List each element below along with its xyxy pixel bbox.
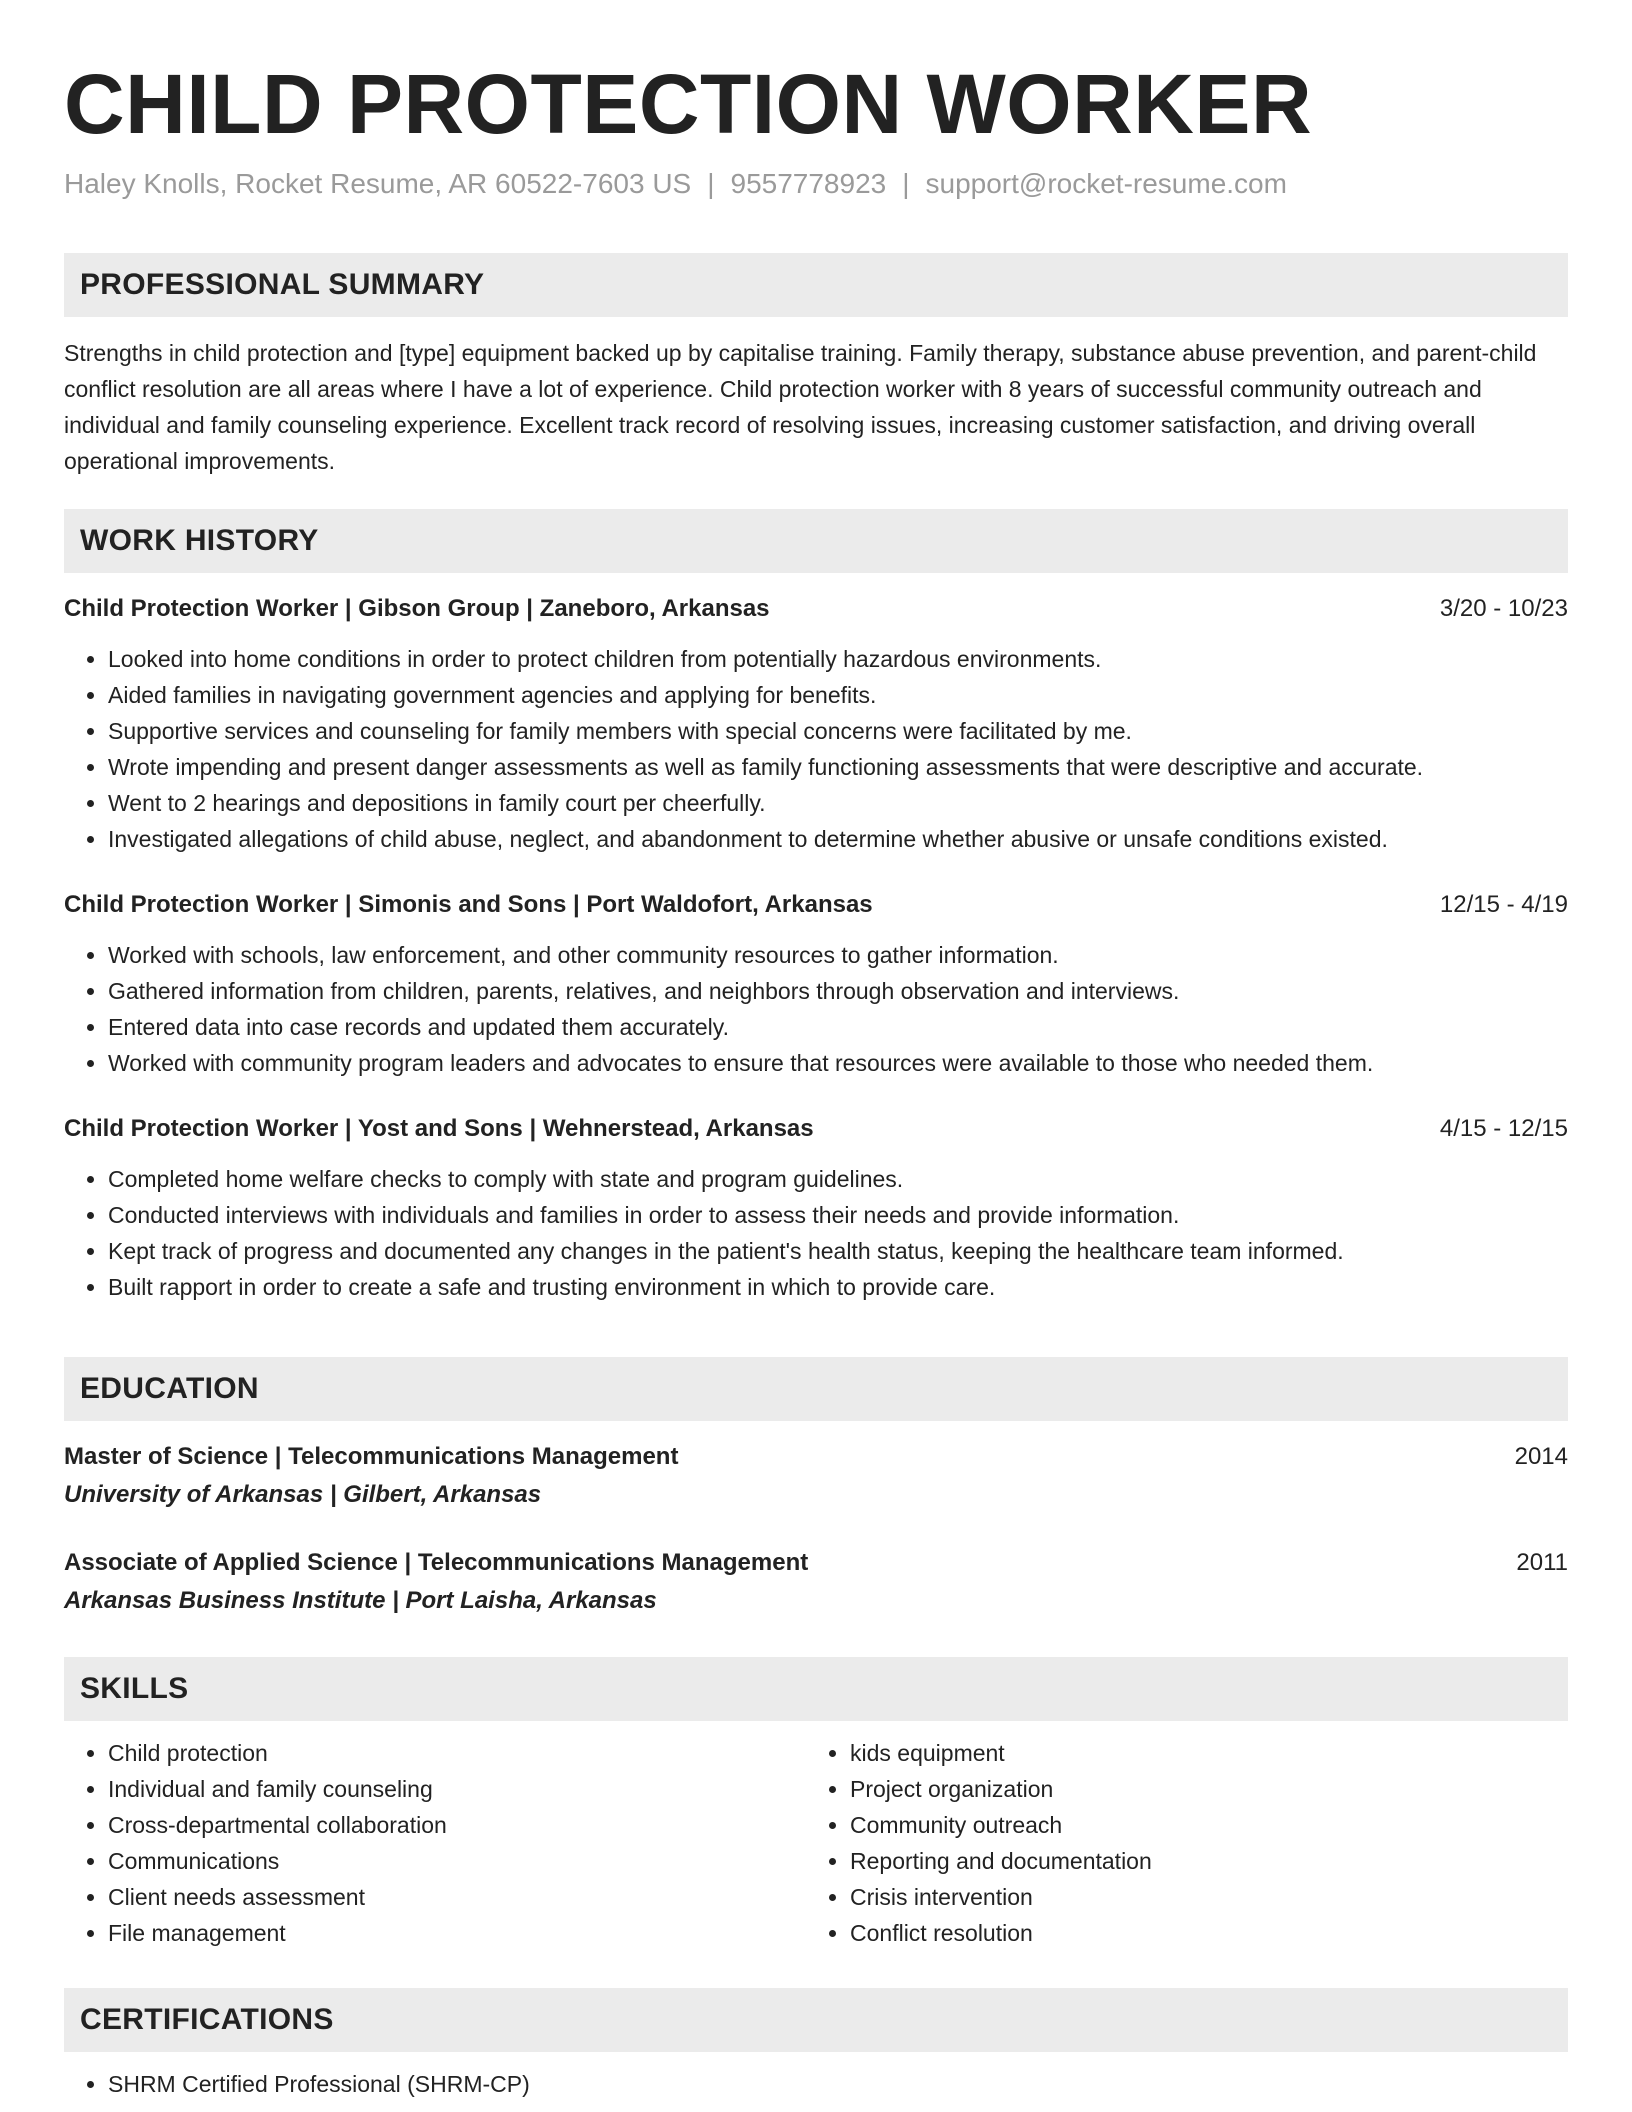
job-bullet: • Wrote impending and present danger assessments as well as family functioning assessments that were descriptive and accurate. bbox=[108, 749, 1568, 785]
skill-item: • Child protection bbox=[108, 1735, 806, 1771]
contact-address: Haley Knolls, Rocket Resume, AR 60522-7603 US bbox=[64, 168, 692, 199]
job-bullet: • Gathered information from children, parents, relatives, and neighbors through observation and interviews. bbox=[108, 973, 1568, 1009]
skill-item: • Crisis intervention bbox=[850, 1879, 1548, 1915]
resume-title: CHILD PROTECTION WORKER bbox=[64, 57, 1313, 151]
skill-item: • File management bbox=[108, 1915, 806, 1951]
skills-list-right bbox=[806, 1735, 1548, 1951]
education-degree: Associate of Applied Science | Telecommunications Management bbox=[64, 1549, 809, 1576]
job-bullet: • Completed home welfare checks to comply with state and program guidelines. bbox=[108, 1161, 1568, 1197]
summary-section bbox=[64, 253, 1568, 479]
skill-item: • Communications bbox=[108, 1843, 806, 1879]
skill-item: • Individual and family counseling bbox=[108, 1771, 806, 1807]
job-title: Child Protection Worker | Yost and Sons | Wehnerstead, Arkansas bbox=[64, 1115, 814, 1142]
job-dates: 12/15 - 4/19 bbox=[1439, 891, 1568, 918]
job-dates: 4/15 - 12/15 bbox=[1439, 1115, 1568, 1142]
education-degree: Master of Science | Telecommunications Management bbox=[64, 1443, 679, 1470]
job-bullet: • Aided families in navigating government agencies and applying for benefits. bbox=[108, 677, 1568, 713]
skills-heading: SKILLS bbox=[64, 1657, 1568, 1721]
job-title: Child Protection Worker | Gibson Group | Zaneboro, Arkansas bbox=[64, 595, 770, 622]
work-history-section bbox=[64, 509, 1568, 1305]
certifications-section bbox=[64, 1988, 1568, 2102]
contact-separator: | bbox=[707, 168, 715, 199]
education-school: Arkansas Business Institute | Port Laisha, Arkansas bbox=[64, 1587, 657, 1614]
skill-item: • Reporting and documentation bbox=[850, 1843, 1548, 1879]
education-entry bbox=[64, 1545, 1568, 1621]
skill-item: • Community outreach bbox=[850, 1807, 1548, 1843]
job-bullet: • Worked with schools, law enforcement, and other community resources to gather information. bbox=[108, 937, 1568, 973]
contact-email: support@rocket-resume.com bbox=[925, 168, 1287, 199]
contact-phone: 9557778923 bbox=[730, 168, 887, 199]
job-bullet: • Looked into home conditions in order to protect children from potentially hazardous environments. bbox=[108, 641, 1568, 677]
skill-item: • Conflict resolution bbox=[850, 1915, 1548, 1951]
skills-grid bbox=[64, 1735, 1568, 1951]
education-heading: EDUCATION bbox=[64, 1357, 1568, 1421]
job-bullet: • Investigated allegations of child abuse, neglect, and abandonment to determine whether abusive or unsafe conditions existed. bbox=[108, 821, 1568, 857]
education-year: 2011 bbox=[1516, 1549, 1568, 1576]
certifications-heading: CERTIFICATIONS bbox=[64, 1988, 1568, 2052]
skills-section bbox=[64, 1657, 1568, 1951]
contact-line bbox=[64, 166, 1287, 202]
job-entry bbox=[64, 591, 1568, 857]
skill-item: • Project organization bbox=[850, 1771, 1548, 1807]
summary-text: Strengths in child protection and [type] equipment backed up by capitalise training. Family therapy, substance abuse prevention, and parent-child conflict resolution are all areas where I have a lot of experience. Child protection worker with 8 years of successful community outreach and individual and family counseling experience. Excellent track record of resolving issues, increasing customer satisfaction, and driving overall operational improvements. bbox=[64, 340, 1537, 474]
job-bullets bbox=[64, 641, 1568, 857]
certification-item: • SHRM Certified Professional (SHRM-CP) bbox=[108, 2066, 1568, 2102]
job-bullets bbox=[64, 1161, 1568, 1305]
summary-heading: PROFESSIONAL SUMMARY bbox=[64, 253, 1568, 317]
job-bullet: • Kept track of progress and documented any changes in the patient's health status, keeping the healthcare team informed. bbox=[108, 1233, 1568, 1269]
skill-item: • Cross-departmental collaboration bbox=[108, 1807, 806, 1843]
job-bullets bbox=[64, 937, 1568, 1081]
job-entry bbox=[64, 1111, 1568, 1305]
education-school: University of Arkansas | Gilbert, Arkansas bbox=[64, 1481, 542, 1508]
job-entry bbox=[64, 887, 1568, 1081]
job-bullet: • Conducted interviews with individuals and families in order to assess their needs and provide information. bbox=[108, 1197, 1568, 1233]
certifications-list bbox=[64, 2066, 1568, 2102]
job-bullet: • Entered data into case records and updated them accurately. bbox=[108, 1009, 1568, 1045]
contact-separator: | bbox=[902, 168, 910, 199]
job-bullet: • Worked with community program leaders and advocates to ensure that resources were available to those who needed them. bbox=[108, 1045, 1568, 1081]
education-year: 2014 bbox=[1514, 1443, 1568, 1470]
job-bullet: • Went to 2 hearings and depositions in family court per cheerfully. bbox=[108, 785, 1568, 821]
job-dates: 3/20 - 10/23 bbox=[1439, 595, 1568, 622]
skill-item: • kids equipment bbox=[850, 1735, 1548, 1771]
job-title: Child Protection Worker | Simonis and Sons | Port Waldofort, Arkansas bbox=[64, 891, 873, 918]
skills-list-left bbox=[64, 1735, 806, 1951]
job-bullet: • Supportive services and counseling for family members with special concerns were facilitated by me. bbox=[108, 713, 1568, 749]
work-history-heading: WORK HISTORY bbox=[64, 509, 1568, 573]
job-bullet: • Built rapport in order to create a safe and trusting environment in which to provide care. bbox=[108, 1269, 1568, 1305]
education-section bbox=[64, 1357, 1568, 1621]
skill-item: • Client needs assessment bbox=[108, 1879, 806, 1915]
education-entry bbox=[64, 1439, 1568, 1515]
